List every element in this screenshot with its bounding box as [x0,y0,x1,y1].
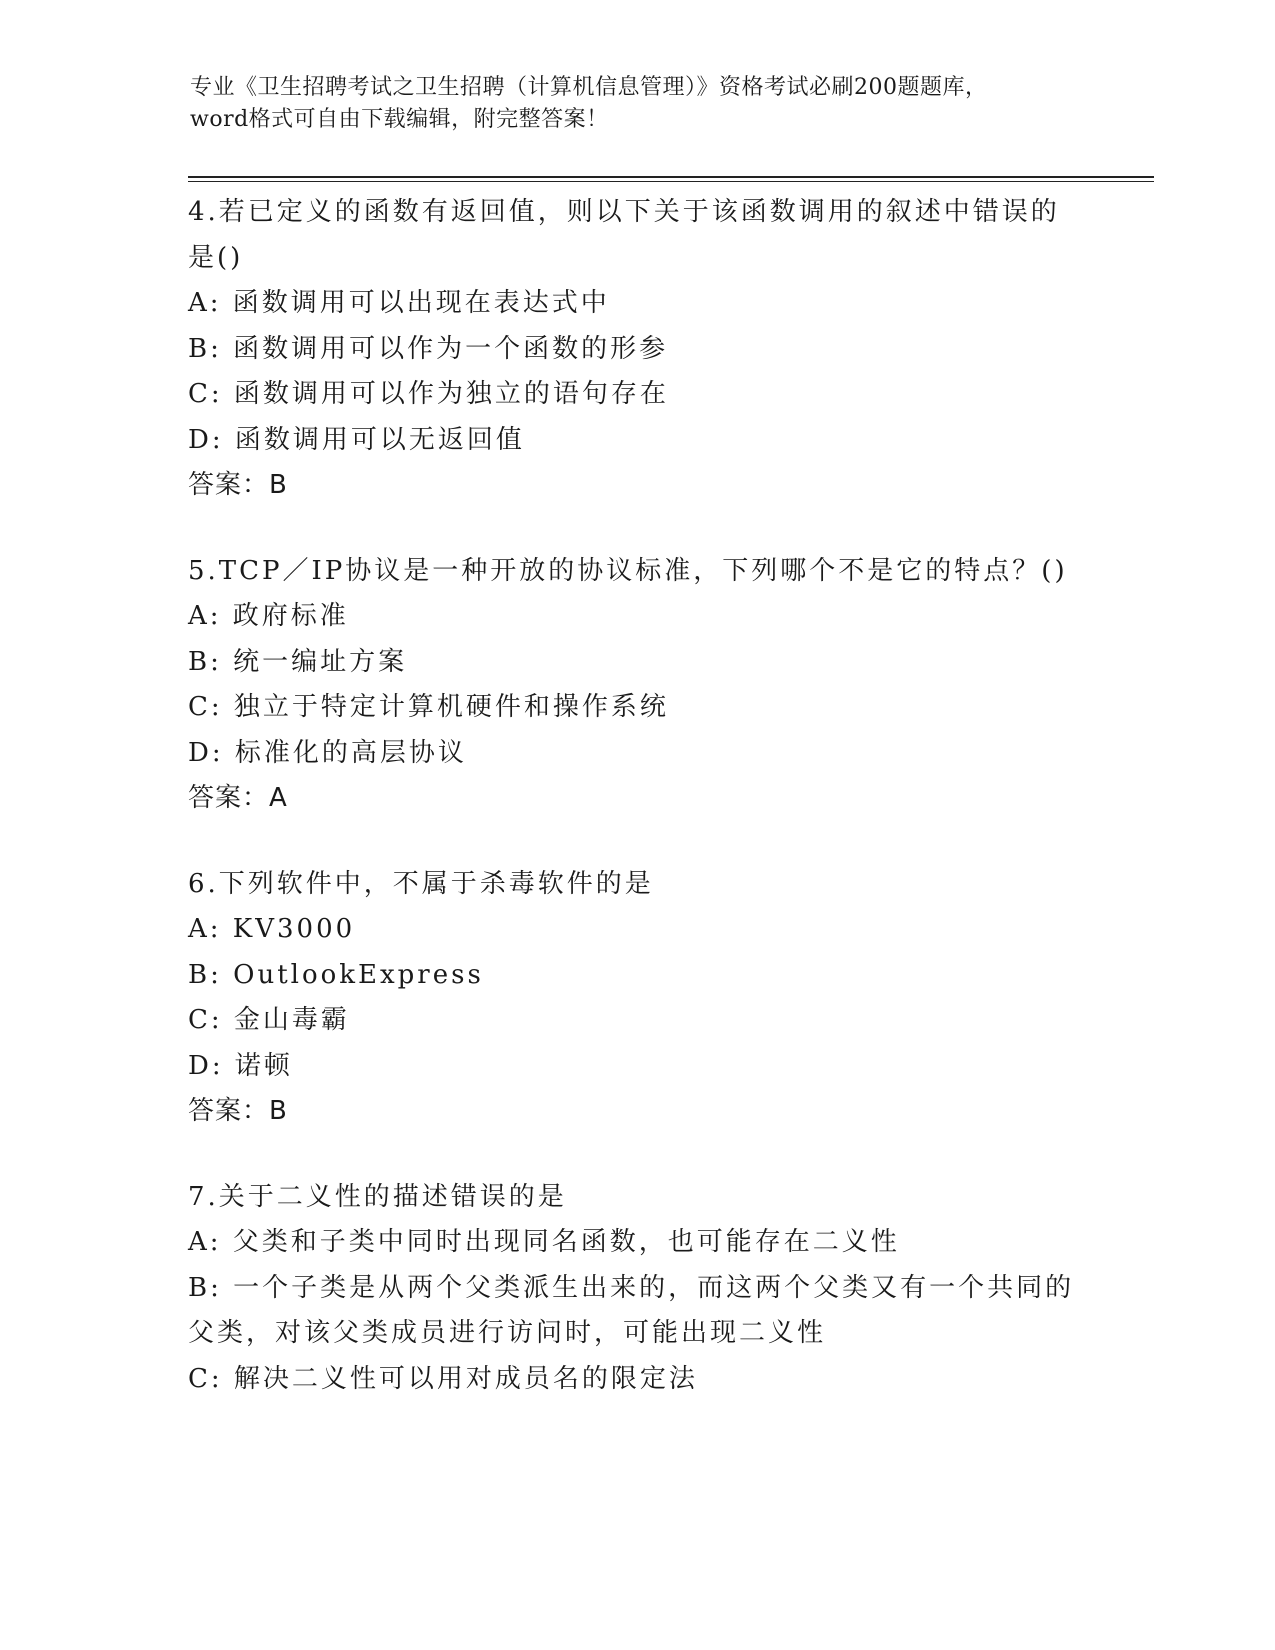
answer-option: A: 政府标准 [188,601,349,631]
answer-option: D: 标准化的高层协议 [188,737,467,768]
answer-option: B: 一个子类是从两个父类派生出来的，而这两个父类又有一个共同的 [188,1272,1075,1303]
answer-option: 父类，对该父类成员进行访问时，可能出现二义性 [188,1318,827,1348]
answer-key: 答案：A [188,783,288,813]
header-line-2: word格式可自由下载编辑，附完整答案！ [190,107,609,132]
answer-option: A: 函数调用可以出现在表达式中 [188,288,610,318]
answer-option: C: 函数调用可以作为独立的语句存在 [188,379,669,409]
answer-key: 答案：B [188,470,288,500]
answer-option: C: 解决二义性可以用对成员名的限定法 [188,1363,698,1394]
answer-option: B: 函数调用可以作为一个函数的形参 [188,333,669,364]
answer-option: B: 统一编址方案 [188,646,408,677]
question-stem: 是() [188,242,244,273]
question-block [188,1175,1108,1403]
document-header [190,72,1110,136]
question-stem: 7.关于二义性的描述错误的是 [188,1181,567,1212]
question-block [188,862,1108,1135]
header-divider-thin [188,181,1154,182]
question-list [188,190,1108,1442]
question-stem: 5.TCP／IP协议是一种开放的协议标准，下列哪个不是它的特点？() [188,555,1068,586]
answer-option: B: OutlookExpress [188,959,484,990]
question-stem: 4.若已定义的函数有返回值，则以下关于该函数调用的叙述中错误的 [188,197,1060,227]
answer-option: C: 独立于特定计算机硬件和操作系统 [188,692,669,722]
answer-option: A: KV3000 [188,914,356,944]
answer-option: C: 金山毒霸 [188,1005,350,1035]
question-stem: 6.下列软件中，不属于杀毒软件的是 [188,868,654,899]
header-line-1: 专业《卫生招聘考试之卫生招聘（计算机信息管理）》资格考试必刷200题题库， [190,75,988,100]
question-block [188,190,1108,509]
question-block [188,549,1108,822]
answer-option: D: 诺顿 [188,1050,293,1081]
answer-option: A: 父类和子类中同时出现同名函数，也可能存在二义性 [188,1227,900,1257]
header-divider-thick [188,176,1154,178]
answer-key: 答案：B [188,1096,288,1126]
answer-option: D: 函数调用可以无返回值 [188,424,525,455]
